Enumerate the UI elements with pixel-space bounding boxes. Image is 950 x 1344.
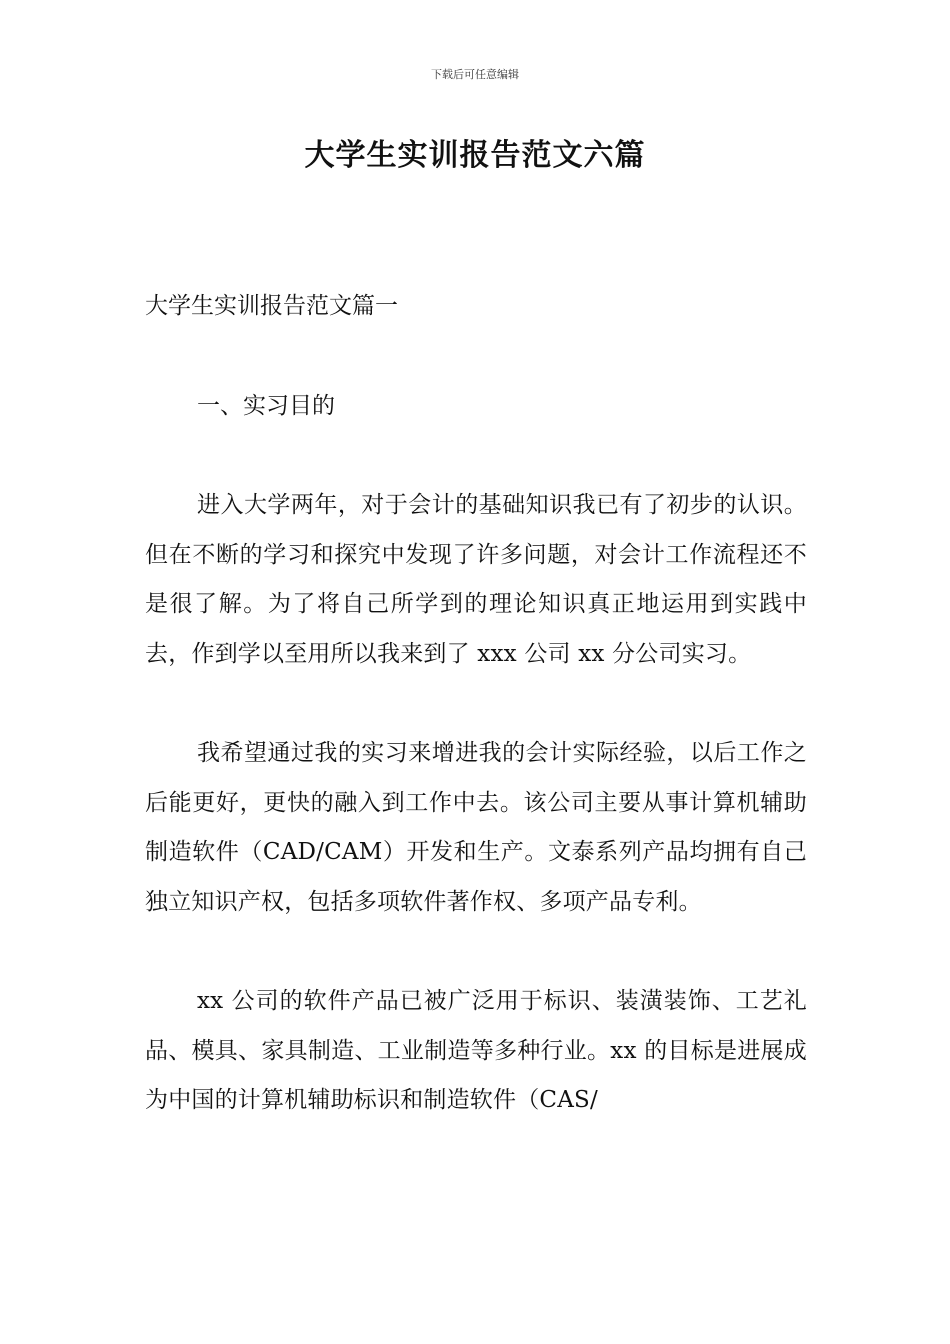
paragraph-1: 进入大学两年，对于会计的基础知识我已有了初步的认识。但在不断的学习和探究中发现了许多问题，对会计工作流程还不是很了解。为了将自己所学到的理论知识真正地运用到实践中去，作到学以至用所以我来到了 xxx 公司 xx 分公司实习。 xyxy=(145,492,807,667)
header-note: 下载后可任意编辑 xyxy=(431,68,519,81)
section-title: 大学生实训报告范文篇一 xyxy=(145,293,398,319)
document-title: 大学生实训报告范文六篇 xyxy=(304,138,646,173)
paragraph-3: xx 公司的软件产品已被广泛用于标识、装潢装饰、工艺礼品、模具、家具制造、工业制造等多种行业。xx 的目标是进展成为中国的计算机辅助标识和制造软件（CAS/ xyxy=(145,988,807,1113)
paragraph-2: 我希望通过我的实习来增进我的会计实际经验，以后工作之后能更好，更快的融入到工作中去。该公司主要从事计算机辅助制造软件（CAD/CAM）开发和生产。文泰系列产品均拥有自己独立知识产权，包括多项软件著作权、多项产品专利。 xyxy=(145,740,807,915)
heading-internship-purpose: 一、实习目的 xyxy=(197,392,335,419)
document-body xyxy=(145,282,807,1126)
